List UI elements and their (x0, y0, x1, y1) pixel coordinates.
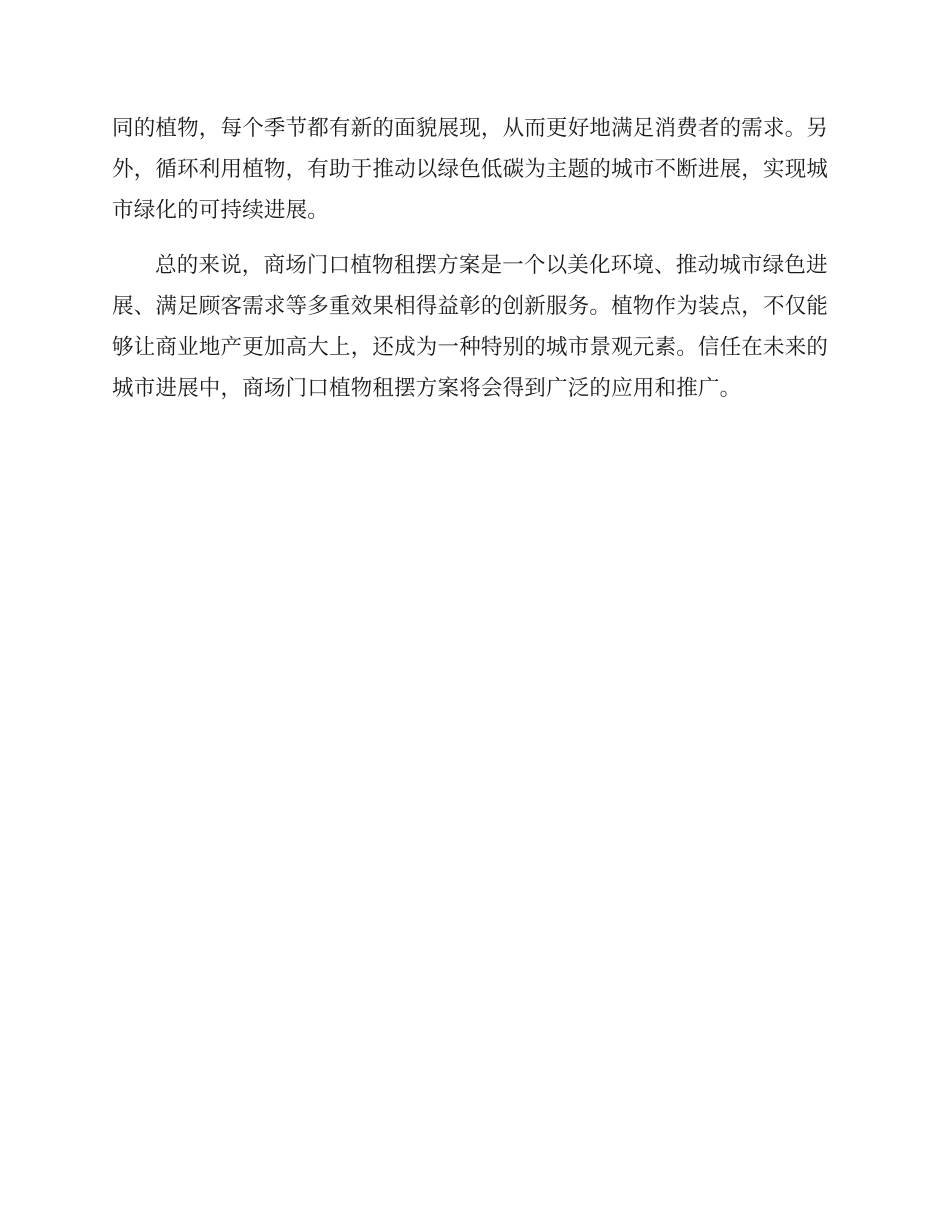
document-page (112, 108, 832, 409)
text-line: 同的植物，每个季节都有新的面貌展现，从而更好地满足消费者的需求。另 (112, 116, 829, 141)
text-line: 城市进展中，商场门口植物租摆方案将会得到广泛的应用和推广。 (112, 376, 742, 401)
paragraph-continuation (112, 108, 832, 231)
paragraph-conclusion (112, 245, 832, 409)
text-line: 总的来说，商场门口植物租摆方案是一个以美化环境、推动城市绿色进 (155, 253, 828, 278)
text-line: 展、满足顾客需求等多重效果相得益彰的创新服务。植物作为装点，不仅能 (112, 294, 829, 319)
text-line: 够让商业地产更加高大上，还成为一种特别的城市景观元素。信任在未来的 (112, 335, 829, 360)
text-line: 市绿化的可持续进展。 (112, 198, 330, 223)
text-line: 外，循环利用植物，有助于推动以绿色低碳为主题的城市不断进展，实现城 (112, 157, 829, 182)
